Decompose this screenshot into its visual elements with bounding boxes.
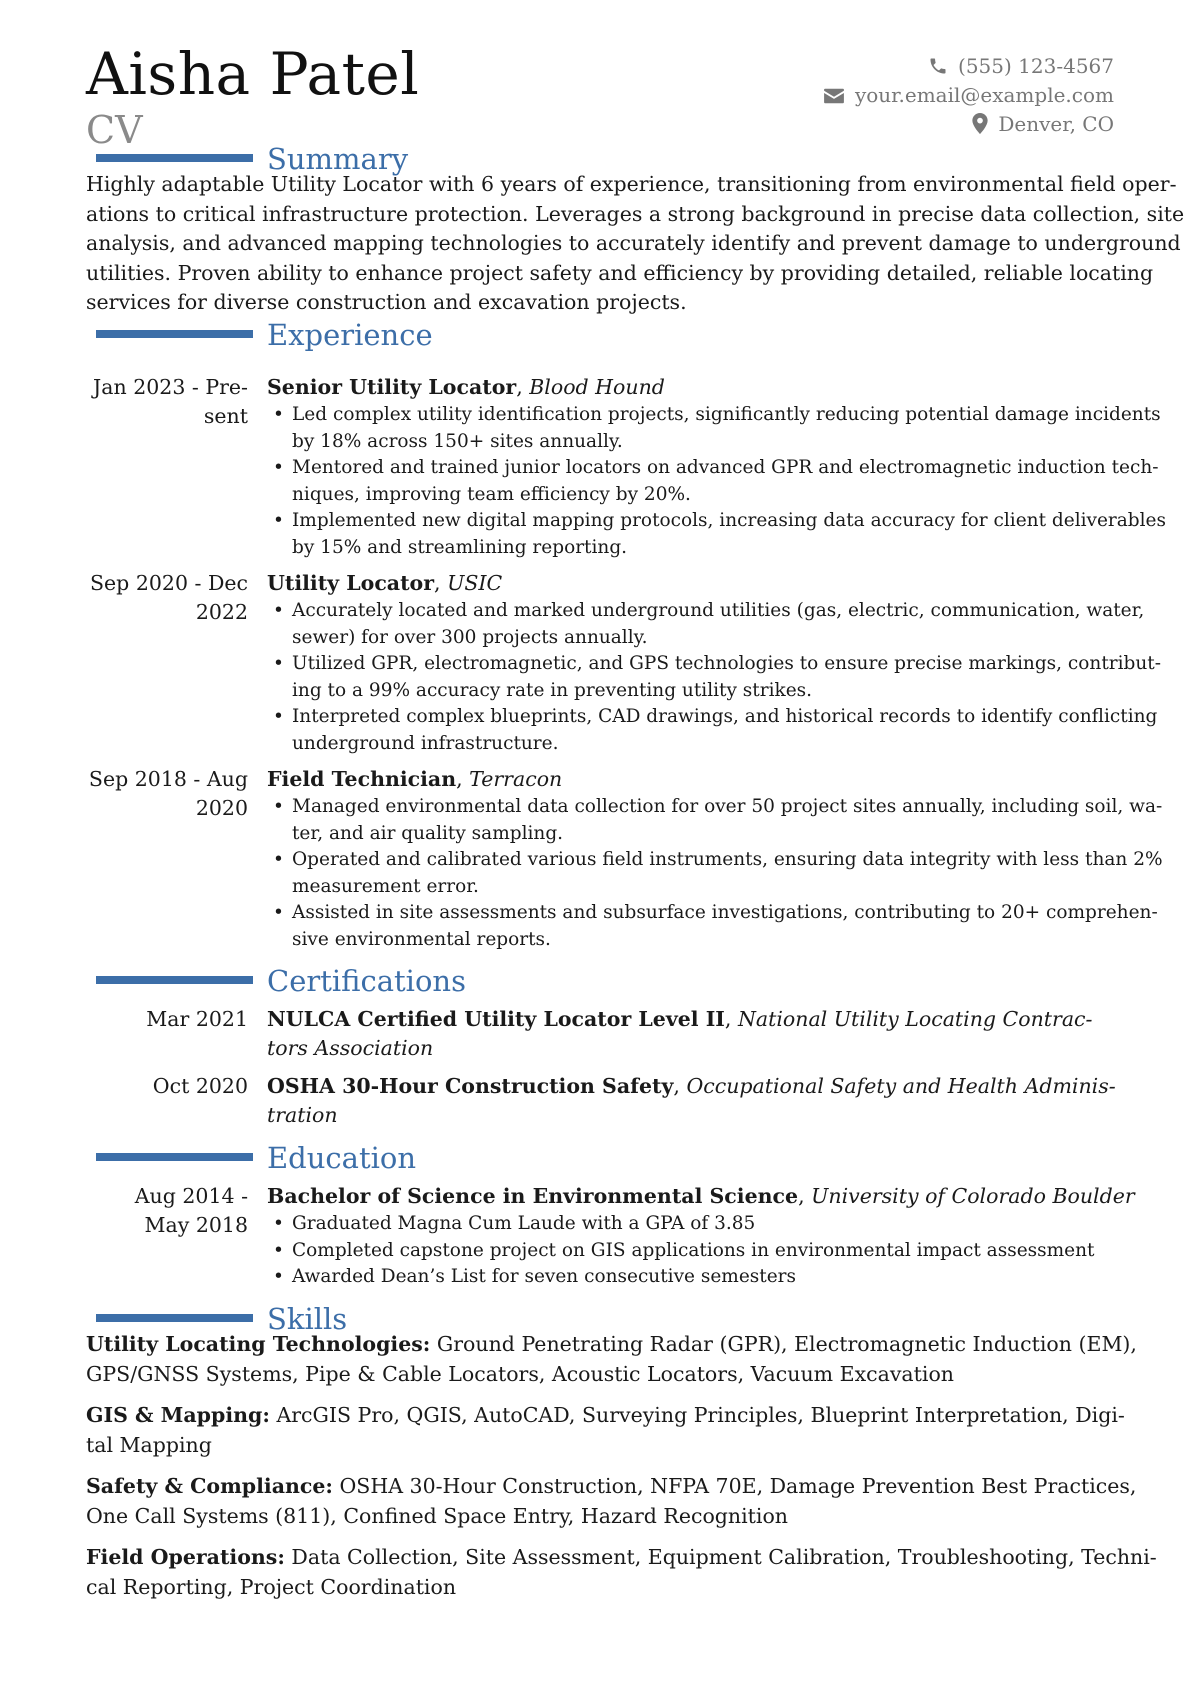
employer: Blood Hound <box>529 375 665 399</box>
certification-title: NULCA Certified Utility Locator Level II <box>267 1007 725 1031</box>
summary-line: services for diverse construction and excavation projects. <box>86 290 687 314</box>
entry-date: Sep 2020 - Dec 2022 <box>90 571 248 624</box>
summary-line: Highly adaptable Utility Locator with 6 years of experience, transitioning from environmental field oper- <box>86 172 1177 196</box>
list-item: • Graduated Magna Cum Laude with a GPA of 3.85 <box>267 1211 1117 1238</box>
skill-list: Ground Penetrating Radar (GPR), Electromagnetic Induction (EM), <box>430 1332 1137 1356</box>
issuer-continued: tors Association <box>267 1036 434 1060</box>
list-item: • Led complex utility identification projects, significantly reducing potential damage incidents by 18% across 150+ sites annually. <box>267 402 1117 455</box>
list-item: • Utilized GPR, electromagnetic, and GPS technologies to ensure precise markings, contribut- ing to a 99% accuracy rate in preventing utility strikes. <box>267 651 1117 704</box>
contact-block <box>823 52 1114 139</box>
section-title: Experience <box>267 318 433 352</box>
job-title: Senior Utility Locator <box>267 375 517 399</box>
entry-body <box>267 765 1163 953</box>
map-pin-icon <box>972 113 988 134</box>
phone-icon <box>928 56 948 76</box>
school: University of Colorado Boulder <box>811 1184 1135 1208</box>
section-certifications-heading <box>96 963 1116 999</box>
summary-line: analysis, and advanced mapping technologies to accurately identify and prevent damage to underground <box>86 231 1181 255</box>
bullet-list <box>267 794 1163 953</box>
issuer-continued: tration <box>267 1103 338 1127</box>
phone-text[interactable]: (555) 123-4567 <box>958 54 1114 78</box>
skill-category: Utility Locating Technologies: <box>86 1332 431 1356</box>
job-title: Utility Locator <box>267 571 435 595</box>
entry-date: Oct 2020 <box>152 1074 248 1098</box>
list-item: • Operated and calibrated various field instruments, ensuring data integrity with less than 2% measurement error. <box>267 847 1117 900</box>
skill-group <box>86 1472 1137 1531</box>
skill-group <box>86 1543 1157 1602</box>
issuer: Occupational Safety and Health Adminis- <box>686 1074 1116 1098</box>
entry-heading: Bachelor of Science in Environmental Science, University of Colorado Boulder <box>267 1184 1135 1208</box>
contact-email <box>823 81 1114 110</box>
section-accent-bar <box>96 1153 253 1161</box>
bullet-list <box>267 1211 1117 1291</box>
bullet-list <box>267 598 1161 757</box>
envelope-icon <box>823 87 845 105</box>
summary-line: utilities. Proven ability to enhance project safety and efficiency by providing detailed, reliable locating <box>86 260 1154 285</box>
contact-phone <box>823 52 1114 81</box>
entry-body <box>267 569 1161 757</box>
skill-category: Field Operations: <box>86 1545 285 1569</box>
skill-category: Safety & Compliance: <box>86 1474 333 1498</box>
candidate-name: Aisha Patel <box>86 40 420 108</box>
section-education-heading <box>96 1140 1116 1176</box>
skill-list-continued: One Call Systems (811), Confined Space Entry, Hazard Recognition <box>86 1503 789 1528</box>
list-item: • Interpreted complex blueprints, CAD drawings, and historical records to identify conflicting underground infrastructure. <box>267 704 1117 757</box>
location-text: Denver, CO <box>998 112 1114 136</box>
entry-heading: Field Technician, Terracon <box>267 767 563 791</box>
entry-heading: Senior Utility Locator, Blood Hound <box>267 375 665 399</box>
entry-body <box>267 1072 1117 1130</box>
summary-paragraph <box>86 170 1185 318</box>
section-accent-bar <box>96 154 253 162</box>
skill-category: GIS & Mapping: <box>86 1403 270 1427</box>
employer: Terracon <box>469 767 563 791</box>
issuer: National Utility Locating Contrac- <box>737 1007 1093 1031</box>
bullet-list <box>267 402 1166 561</box>
entry-date: Sep 2018 - Aug 2020 <box>88 767 248 820</box>
entry-date: Mar 2021 <box>146 1007 248 1031</box>
section-title: Certifications <box>267 964 466 998</box>
skill-list: Data Collection, Site Assessment, Equipment Calibration, Troubleshooting, Techni- <box>284 1545 1157 1569</box>
degree: Bachelor of Science in Environmental Science <box>267 1184 799 1208</box>
skill-group <box>86 1401 1125 1460</box>
skill-list: ArcGIS Pro, QGIS, AutoCAD, Surveying Principles, Blueprint Interpretation, Digi- <box>269 1403 1125 1427</box>
section-title: Summary <box>267 142 409 176</box>
list-item: • Accurately located and marked underground utilities (gas, electric, communication, water, sewer) for over 300 projects annually. <box>267 598 1117 651</box>
section-accent-bar <box>96 1314 253 1322</box>
entry-heading: NULCA Certified Utility Locator Level II, National Utility Locating Contrac- <box>267 1007 1093 1031</box>
entry-heading: Utility Locator, USIC <box>267 571 503 595</box>
entry-heading: OSHA 30-Hour Construction Safety, Occupational Safety and Health Adminis- <box>267 1074 1116 1098</box>
skill-list-continued: cal Reporting, Project Coordination <box>86 1574 457 1599</box>
list-item: • Awarded Dean’s List for seven consecutive semesters <box>267 1264 1117 1291</box>
skill-list-continued: tal Mapping <box>86 1432 212 1457</box>
entry-body <box>267 1005 1117 1063</box>
summary-line: ations to critical infrastructure protection. Leverages a strong background in precise data collection, site <box>86 201 1185 226</box>
skill-group <box>86 1330 1137 1389</box>
job-title: Field Technician <box>267 767 457 791</box>
section-experience-heading <box>96 317 1116 353</box>
entry-body <box>267 373 1166 561</box>
section-title: Education <box>267 1141 417 1175</box>
contact-location <box>823 110 1114 139</box>
entry-date: Aug 2014 - May 2018 <box>134 1184 248 1237</box>
entry-heading-continued <box>267 1034 1117 1063</box>
entry-date: Jan 2023 - Pre- sent <box>93 375 248 428</box>
certification-title: OSHA 30-Hour Construction Safety <box>267 1074 674 1098</box>
list-item: • Mentored and trained junior locators on advanced GPR and electromagnetic induction tech- niques, improving team efficiency by 20%. <box>267 455 1117 508</box>
document-type: CV <box>86 108 143 152</box>
list-item: • Managed environmental data collection for over 50 project sites annually, including soil, wa- ter, and air quality sampling. <box>267 794 1117 847</box>
employer: USIC <box>447 571 503 595</box>
skill-list: OSHA 30-Hour Construction, NFPA 70E, Damage Prevention Best Practices, <box>332 1474 1137 1498</box>
section-accent-bar <box>96 976 253 984</box>
entry-heading-continued <box>267 1101 1117 1130</box>
email-link[interactable]: your.email@example.com <box>854 83 1114 107</box>
list-item: • Assisted in site assessments and subsurface investigations, contributing to 20+ comprehen- sive environmental reports. <box>267 900 1117 953</box>
section-title: Skills <box>267 1302 348 1336</box>
entry-body <box>267 1182 1135 1291</box>
skill-list-continued: GPS/GNSS Systems, Pipe & Cable Locators, Acoustic Locators, Vacuum Excavation <box>86 1361 954 1386</box>
section-accent-bar <box>96 330 253 338</box>
list-item: • Completed capstone project on GIS applications in environmental impact assessment <box>267 1238 1117 1265</box>
list-item: • Implemented new digital mapping protocols, increasing data accuracy for client deliverables by 15% and streamlining reporting. <box>267 508 1117 561</box>
